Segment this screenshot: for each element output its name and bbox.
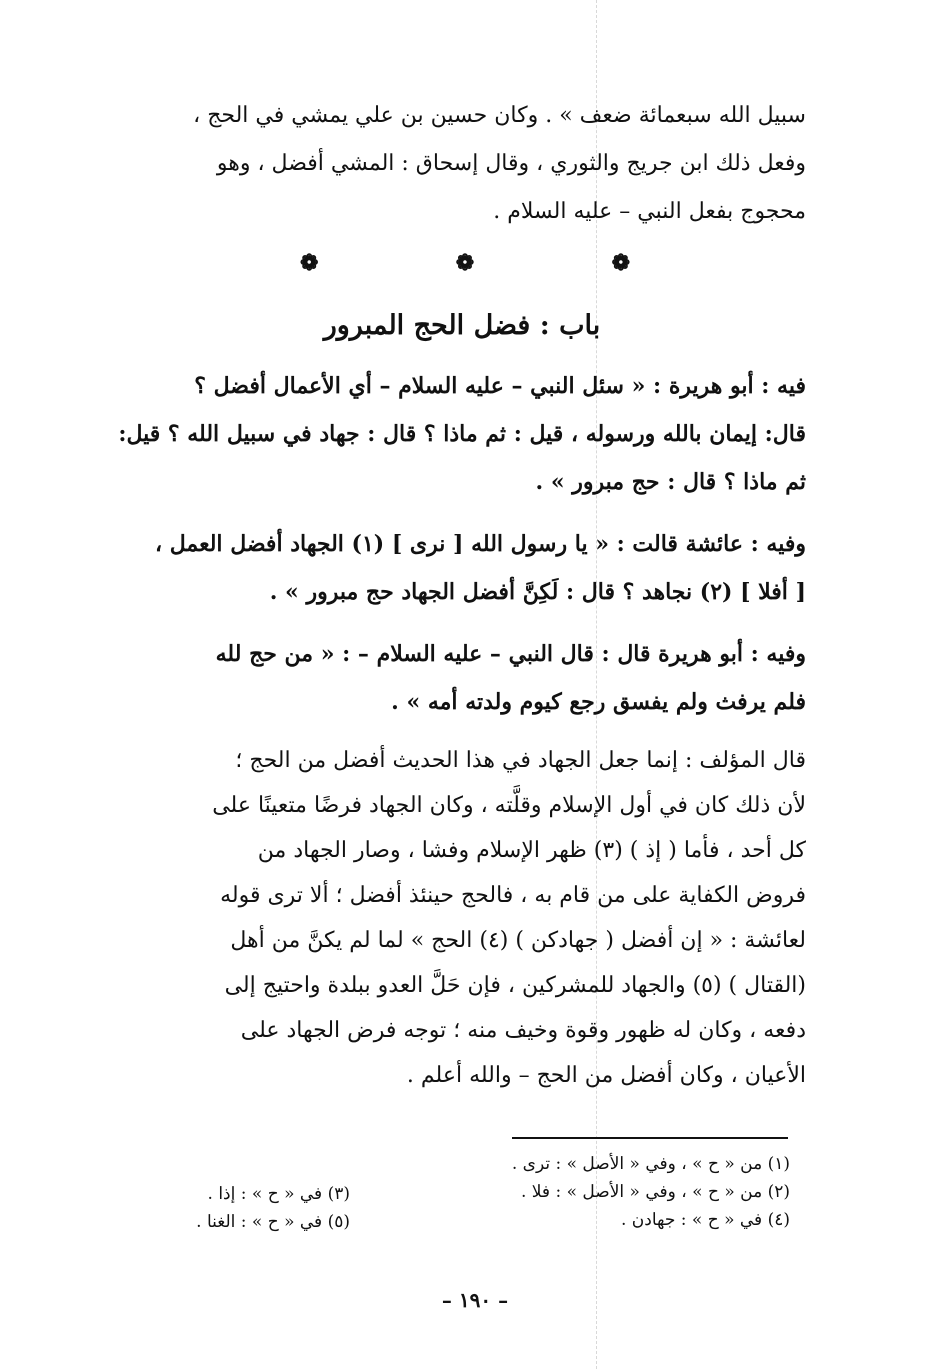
- hadith-line: ثم ماذا ؟ قال : حج مبرور » .: [535, 469, 806, 495]
- footnote: (١) من « ح » ، وفي « الأصل » : ترى .: [511, 1154, 790, 1174]
- author-commentary: [118, 738, 806, 1098]
- hadith-line: وفيه : أبو هريرة قال : قال النبي – عليه السلام – : « من حج لله: [215, 641, 806, 667]
- commentary-line: قال المؤلف : إنما جعل الجهاد في هذا الحديث أفضل من الحج ؛: [235, 748, 806, 773]
- intro-line: محجوج بفعل النبي – عليه السلام .: [493, 199, 806, 224]
- intro-line: سبيل الله سبعمائة ضعف » . وكان حسين بن علي يمشي في الحج ،: [193, 103, 806, 128]
- section-separator: [300, 250, 630, 276]
- commentary-line: (القتال ) (٥) والجهاد للمشركين ، فإن حَلَّ العدو ببلدة واحتيج إلى: [224, 973, 806, 998]
- hadith-abu-hurayra-1: [118, 362, 806, 506]
- page-number: – ١٩٠ –: [441, 1288, 509, 1312]
- commentary-line: لأن ذلك كان في أول الإسلام وقلَّته ، وكان الجهاد فرضًا متعينًا على: [212, 793, 806, 818]
- hadith-aisha: [118, 520, 806, 616]
- commentary-line: فروض الكفاية على من قام به ، فالحج حينئذ أفضل ؛ ألا ترى قوله: [220, 883, 806, 908]
- footnote: (٤) في « ح » : جهادن .: [620, 1210, 790, 1230]
- footnotes-right-column: [460, 1150, 790, 1234]
- intro-line: وفعل ذلك ابن جريج والثوري ، وقال إسحاق : المشي أفضل ، وهو: [216, 151, 806, 176]
- hadith-line: فلم يرفث ولم يفسق رجع كيوم ولدته أمه » .: [391, 689, 806, 715]
- footnote: (٢) من « ح » ، وفي « الأصل » : فلا .: [520, 1182, 790, 1202]
- hadith-line: وفيه : عائشة قالت : « يا رسول الله [ نرى ] (١) الجهاد أفضل العمل ،: [154, 531, 806, 557]
- footnotes-left-column: [140, 1180, 350, 1236]
- hadith-line: قال: إيمان بالله ورسوله ، قيل : ثم ماذا ؟ قال : جهاد في سبيل الله ؟ قيل:: [118, 421, 806, 447]
- commentary-line: كل أحد ، فأما ( إذ ) (٣) ظهر الإسلام وفشا ، وصار الجهاد من: [257, 838, 806, 863]
- footnote-divider: [512, 1137, 788, 1139]
- footnote: (٥) في « ح » : الغنا .: [196, 1212, 350, 1232]
- commentary-line: الأعيان ، وكان أفضل من الحج – والله أعلم .: [406, 1063, 806, 1088]
- hadith-line: فيه : أبو هريرة : « سئل النبي – عليه السلام – أي الأعمال أفضل ؟: [194, 373, 806, 399]
- hadith-abu-hurayra-2: [118, 630, 806, 726]
- hadith-line: [ أفلا ] (٢) نجاهد ؟ قال : لَكِنَّ أفضل الجهاد حج مبرور » .: [269, 579, 806, 605]
- separator-star: ❁: [611, 250, 630, 276]
- footnote: (٣) في « ح » : إذا .: [207, 1184, 350, 1204]
- separator-star: ❁: [455, 250, 475, 276]
- commentary-line: لعائشة : « إن أفضل ( جهادكن ) (٤) الحج » لما لم يكنَّ من أهل: [230, 928, 806, 953]
- separator-star: ❁: [300, 250, 319, 276]
- intro-paragraph: [118, 92, 806, 236]
- chapter-heading: باب : فضل الحج المبرور: [323, 310, 601, 341]
- commentary-line: دفعه ، وكان له ظهور وقوة وخيف منه ؛ توجه فرض الجهاد على: [240, 1018, 806, 1043]
